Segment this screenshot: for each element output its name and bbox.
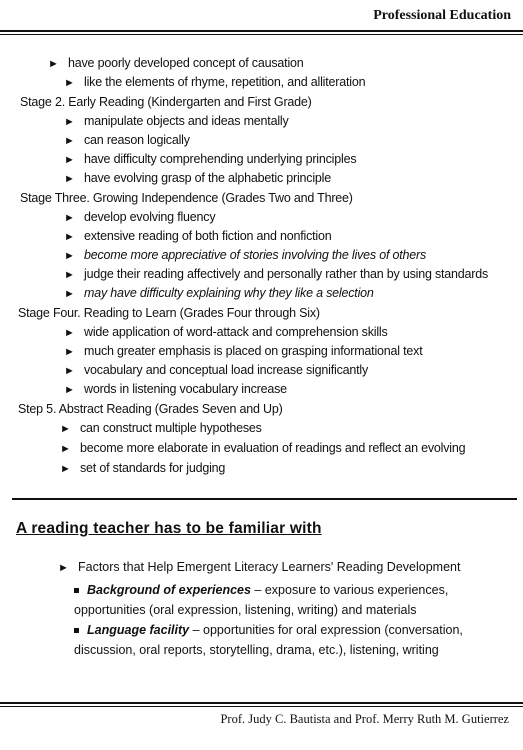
arrow-bullet-icon: ► (60, 443, 71, 455)
arrow-bullet-icon: ► (58, 562, 69, 574)
list-item: ► can construct multiple hypotheses (60, 421, 262, 435)
header-rule-thin (0, 34, 523, 35)
factor-item (74, 620, 510, 660)
list-item: ► have difficulty comprehending underlying principles (64, 152, 357, 166)
header-rule (0, 30, 523, 32)
stage-heading: Stage 2. Early Reading (Kindergarten and First Grade) (20, 95, 312, 109)
arrow-bullet-icon: ► (64, 346, 75, 358)
arrow-bullet-icon: ► (60, 423, 71, 435)
list-item: ► become more elaborate in evaluation of readings and reflect an evolving (60, 441, 466, 455)
header-title: Professional Education (373, 8, 511, 23)
section-heading: A reading teacher has to be familiar with (16, 520, 322, 537)
stage-heading: Stage Four. Reading to Learn (Grades Four through Six) (18, 306, 320, 320)
arrow-bullet-icon: ► (64, 154, 75, 166)
list-item: ► have poorly developed concept of causation (48, 56, 304, 70)
factors-title: ► Factors that Help Emergent Literacy Learners' Reading Development (58, 560, 461, 574)
footer-rule (0, 702, 523, 704)
factor-text: – exposure to various experiences, opportunities (oral expression, listening, writing) and materials (74, 583, 449, 617)
factor-term: Background of experiences (87, 583, 251, 597)
section-divider (12, 498, 517, 500)
list-item: ► much greater emphasis is placed on grasping informational text (64, 344, 423, 358)
list-item: ► can reason logically (64, 133, 190, 147)
arrow-bullet-icon: ► (64, 269, 75, 281)
arrow-bullet-icon: ► (48, 58, 59, 70)
footer-authors: Prof. Judy C. Bautista and Prof. Merry Ruth M. Gutierrez (220, 712, 509, 726)
list-item: ► wide application of word-attack and comprehension skills (64, 325, 388, 339)
arrow-bullet-icon: ► (64, 288, 75, 300)
list-item: ► words in listening vocabulary increase (64, 382, 287, 396)
list-item: ► may have difficulty explaining why they like a selection (64, 286, 374, 300)
square-bullet-icon (74, 588, 79, 593)
factor-item (74, 580, 510, 620)
list-item: ► manipulate objects and ideas mentally (64, 114, 289, 128)
list-item: ► develop evolving fluency (64, 210, 216, 224)
arrow-bullet-icon: ► (64, 365, 75, 377)
stage-heading: Stage Three. Growing Independence (Grades Two and Three) (20, 191, 353, 205)
list-item: ► like the elements of rhyme, repetition, and alliteration (64, 75, 366, 89)
arrow-bullet-icon: ► (64, 212, 75, 224)
list-item: ► vocabulary and conceptual load increase significantly (64, 363, 369, 377)
arrow-bullet-icon: ► (60, 463, 71, 475)
arrow-bullet-icon: ► (64, 327, 75, 339)
arrow-bullet-icon: ► (64, 135, 75, 147)
arrow-bullet-icon: ► (64, 173, 75, 185)
list-item: ► judge their reading affectively and personally rather than by using standards (64, 267, 489, 281)
list-item: ► extensive reading of both fiction and nonfiction (64, 229, 332, 243)
arrow-bullet-icon: ► (64, 384, 75, 396)
arrow-bullet-icon: ► (64, 250, 75, 262)
arrow-bullet-icon: ► (64, 116, 75, 128)
arrow-bullet-icon: ► (64, 77, 75, 89)
stage-heading: Step 5. Abstract Reading (Grades Seven and Up) (18, 402, 283, 416)
footer-rule-thin (0, 706, 523, 707)
list-item: ► set of standards for judging (60, 461, 226, 475)
factor-text: – opportunities for oral expression (conversation, discussion, oral reports, storytelling, drama, etc.), listening, writing (74, 623, 463, 657)
list-item: ► have evolving grasp of the alphabetic principle (64, 171, 332, 185)
arrow-bullet-icon: ► (64, 231, 75, 243)
square-bullet-icon (74, 628, 79, 633)
list-item: ► become more appreciative of stories involving the lives of others (64, 248, 427, 262)
factor-term: Language facility (87, 623, 190, 637)
